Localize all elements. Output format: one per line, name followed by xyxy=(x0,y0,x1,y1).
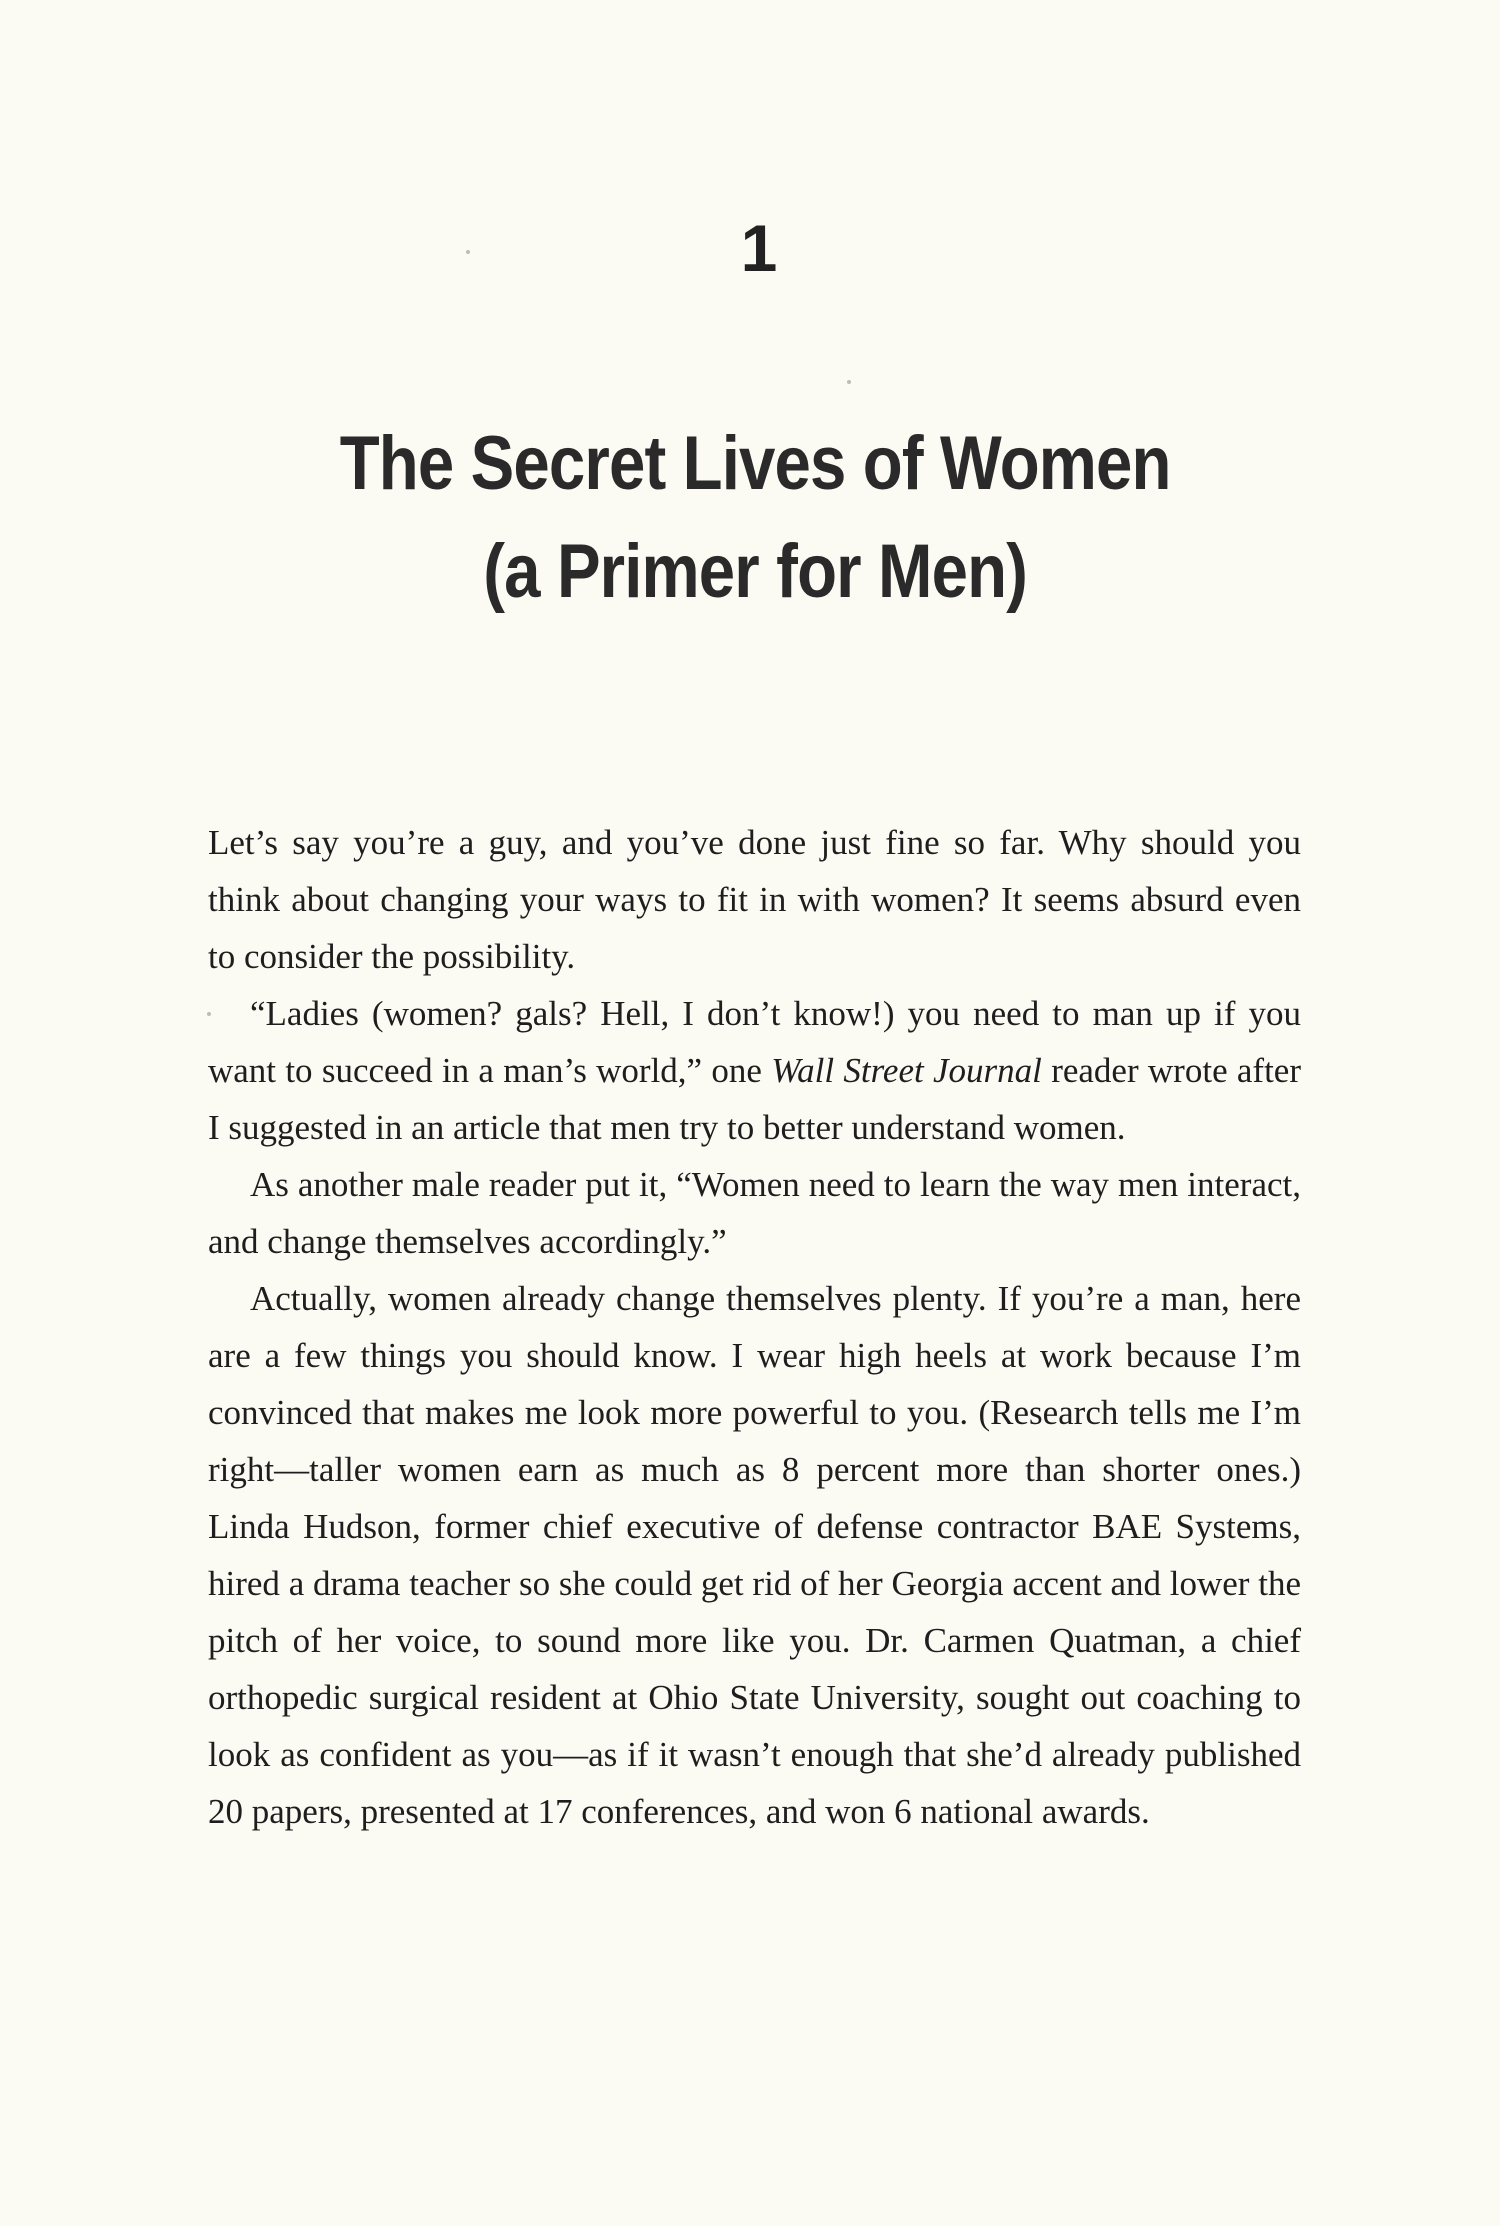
chapter-title-line-2: (a Primer for Men) xyxy=(483,529,1028,614)
paragraph-2-text-b: reader wrote after I suggested in an article that men try to better understand women. xyxy=(208,1051,1301,1147)
paragraph-2-text-a: “Ladies (women? gals? Hell, I don’t know!) you need to man up if you want to succeed in a man’s world,” one xyxy=(208,994,1301,1090)
paragraph-2 xyxy=(208,985,1301,1156)
chapter-title-line-1: The Secret Lives of Women xyxy=(339,421,1171,506)
paragraph-4: Actually, women already change themselves plenty. If you’re a man, here are a few things you should know. I wear high heels at work because I’m convinced that makes me look more powerful to you. (Research tells me I’m right—taller women earn as much as 8 percent more than shorter ones.) Linda Hudson, former chief executive of defense contractor BAE Systems, hired a drama teacher so she could get rid of her Georgia accent and lower the pitch of her voice, to sound more like you. Dr. Carmen Quatman, a chief orthopedic surgical resident at Ohio State University, sought out coaching to look as confident as you—as if it wasn’t enough that she’d already published 20 papers, presented at 17 conferences, and won 6 national awards. xyxy=(208,1279,1301,1831)
paragraph-1: Let’s say you’re a guy, and you’ve done just fine so far. Why should you think about changing your ways to fit in with women? It seems absurd even to consider the possibility. xyxy=(208,823,1301,976)
page-speck xyxy=(847,380,851,384)
chapter-body xyxy=(208,814,1301,1840)
chapter-number: 1 xyxy=(740,211,778,285)
paragraph-3: As another male reader put it, “Women need to learn the way men interact, and change themselves accordingly.” xyxy=(208,1165,1301,1261)
publication-name: Wall Street Journal xyxy=(771,1051,1042,1090)
chapter-title xyxy=(105,410,1395,626)
